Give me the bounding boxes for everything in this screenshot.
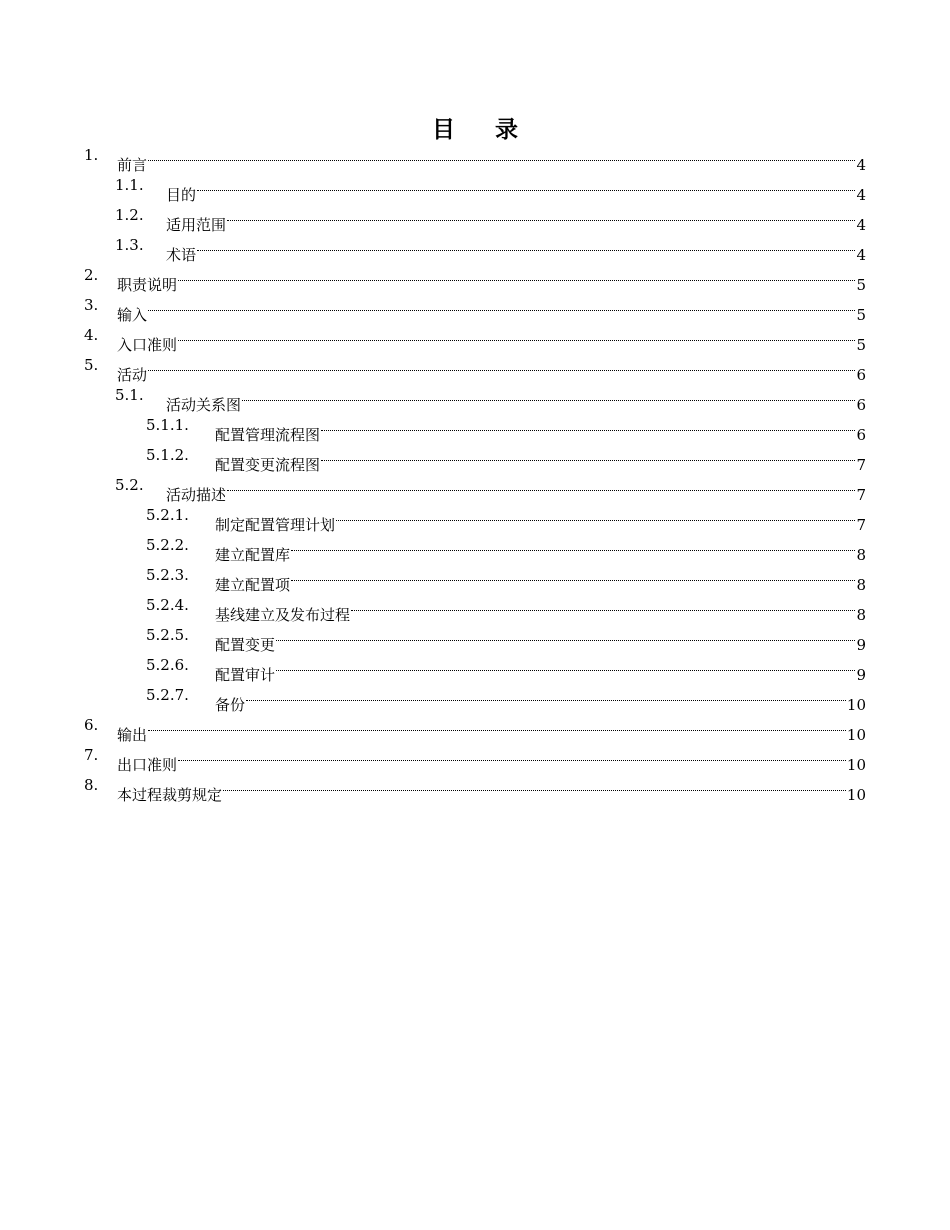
toc-entry-number: 6.: [84, 716, 99, 734]
toc-title: 目 录: [431, 116, 534, 143]
toc-entry-page-number: 10: [846, 756, 866, 774]
toc-entry[interactable]: [84, 410, 866, 444]
toc-entry-page-number: 8: [856, 576, 866, 594]
toc-dot-leader: [335, 500, 856, 530]
toc-dot-leader: [226, 470, 856, 500]
toc-entry[interactable]: [84, 440, 866, 474]
toc-entry-number: 5.2.6.: [146, 656, 189, 674]
toc-entry-number: 5.1.1.: [146, 416, 189, 434]
toc-entry-title: 建立配置项: [215, 576, 291, 594]
toc-entry-page-number: 8: [856, 546, 866, 564]
toc-list: [84, 140, 866, 804]
toc-entry[interactable]: [84, 770, 866, 804]
toc-entry[interactable]: [84, 200, 866, 234]
toc-entry-title: 术语: [166, 246, 197, 264]
toc-dot-leader: [241, 380, 856, 410]
toc-entry-number: 4.: [84, 326, 99, 344]
toc-entry-number: 1.3.: [115, 236, 144, 254]
toc-dot-leader: [177, 260, 856, 290]
toc-dot-leader: [222, 770, 847, 800]
toc-entry-title: 输出: [117, 726, 148, 744]
toc-dot-leader: [147, 140, 856, 170]
toc-entry-number: 5.2.1.: [146, 506, 189, 524]
toc-entry-page-number: 4: [856, 246, 866, 264]
toc-entry-page-number: 6: [856, 396, 866, 414]
toc-dot-leader: [290, 530, 856, 560]
toc-dot-leader: [196, 170, 856, 200]
toc-entry-body: [117, 770, 866, 810]
toc-entry-page-number: 4: [856, 186, 866, 204]
toc-entry-page-number: 10: [846, 786, 866, 804]
toc-dot-leader: [320, 410, 856, 440]
toc-dot-leader: [350, 590, 856, 620]
toc-entry-title: 建立配置库: [215, 546, 291, 564]
toc-entry-title: 目的: [166, 186, 197, 204]
toc-dot-leader: [290, 560, 856, 590]
toc-entry-number: 5.2.4.: [146, 596, 189, 614]
toc-entry-page-number: 5: [856, 336, 866, 354]
toc-entry-page-number: 7: [856, 516, 866, 534]
toc-entry[interactable]: [84, 140, 866, 174]
toc-dot-leader: [275, 620, 856, 650]
toc-entry-title: 配置管理流程图: [215, 426, 321, 444]
toc-entry[interactable]: [84, 380, 866, 414]
toc-entry-title: 前言: [117, 156, 148, 174]
toc-entry-number: 7.: [84, 746, 99, 764]
toc-dot-leader: [275, 650, 856, 680]
toc-entry[interactable]: [84, 260, 866, 294]
toc-entry-number: 5.2.2.: [146, 536, 189, 554]
toc-dot-leader: [147, 350, 856, 380]
toc-entry-page-number: 8: [856, 606, 866, 624]
toc-entry-title: 出口准则: [117, 756, 178, 774]
toc-entry[interactable]: [84, 320, 866, 354]
toc-entry-number: 5.2.5.: [146, 626, 189, 644]
toc-entry-number: 5.1.2.: [146, 446, 189, 464]
toc-entry-title: 本过程裁剪规定: [117, 786, 223, 804]
toc-entry[interactable]: [84, 590, 866, 624]
toc-entry-page-number: 4: [856, 156, 866, 174]
toc-entry-title: 适用范围: [166, 216, 227, 234]
toc-entry-title: 输入: [117, 306, 148, 324]
toc-entry-number: 5.2.7.: [146, 686, 189, 704]
toc-entry-page-number: 5: [856, 306, 866, 324]
toc-entry-page-number: 6: [856, 426, 866, 444]
toc-entry-page-number: 10: [846, 726, 866, 744]
toc-entry[interactable]: [84, 650, 866, 684]
toc-entry[interactable]: [84, 470, 866, 504]
toc-entry[interactable]: [84, 290, 866, 324]
toc-entry-page-number: 9: [856, 636, 866, 654]
toc-entry-number: 5.1.: [115, 386, 144, 404]
toc-entry-page-number: 7: [856, 456, 866, 474]
toc-dot-leader: [320, 440, 856, 470]
toc-entry-number: 1.: [84, 146, 99, 164]
toc-entry[interactable]: [84, 620, 866, 654]
toc-dot-leader: [196, 230, 856, 260]
toc-entry[interactable]: [84, 740, 866, 774]
toc-entry[interactable]: [84, 710, 866, 744]
toc-entry[interactable]: [84, 530, 866, 564]
toc-entry-title: 活动关系图: [166, 396, 242, 414]
toc-entry-page-number: 4: [856, 216, 866, 234]
toc-entry-number: 5.2.: [115, 476, 144, 494]
toc-dot-leader: [226, 200, 856, 230]
toc-entry-title: 制定配置管理计划: [215, 516, 336, 534]
toc-entry-number: 2.: [84, 266, 99, 284]
toc-entry-title: 配置变更: [215, 636, 276, 654]
toc-entry-title: 入口准则: [117, 336, 178, 354]
toc-entry-number: 1.1.: [115, 176, 144, 194]
toc-dot-leader: [177, 320, 856, 350]
toc-entry-title: 职责说明: [117, 276, 178, 294]
toc-entry-title: 配置变更流程图: [215, 456, 321, 474]
toc-entry-number: 1.2.: [115, 206, 144, 224]
toc-entry-page-number: 6: [856, 366, 866, 384]
toc-entry[interactable]: [84, 170, 866, 204]
toc-dot-leader: [245, 680, 847, 710]
toc-entry[interactable]: [84, 500, 866, 534]
toc-entry-title: 基线建立及发布过程: [215, 606, 351, 624]
toc-entry-title: 活动描述: [166, 486, 227, 504]
toc-dot-leader: [147, 710, 847, 740]
toc-entry[interactable]: [84, 230, 866, 264]
toc-entry-title: 配置审计: [215, 666, 276, 684]
toc-dot-leader: [147, 290, 856, 320]
toc-entry-number: 5.2.3.: [146, 566, 189, 584]
toc-entry-title: 备份: [215, 696, 246, 714]
toc-entry[interactable]: [84, 680, 866, 714]
toc-entry-number: 3.: [84, 296, 99, 314]
toc-dot-leader: [177, 740, 847, 770]
toc-entry[interactable]: [84, 560, 866, 594]
toc-entry-title: 活动: [117, 366, 148, 384]
toc-entry-page-number: 9: [856, 666, 866, 684]
toc-entry-page-number: 7: [856, 486, 866, 504]
toc-entry-number: 8.: [84, 776, 99, 794]
toc-entry-page-number: 5: [856, 276, 866, 294]
toc-entry-number: 5.: [84, 356, 99, 374]
toc-entry-page-number: 10: [846, 696, 866, 714]
toc-entry[interactable]: [84, 350, 866, 384]
